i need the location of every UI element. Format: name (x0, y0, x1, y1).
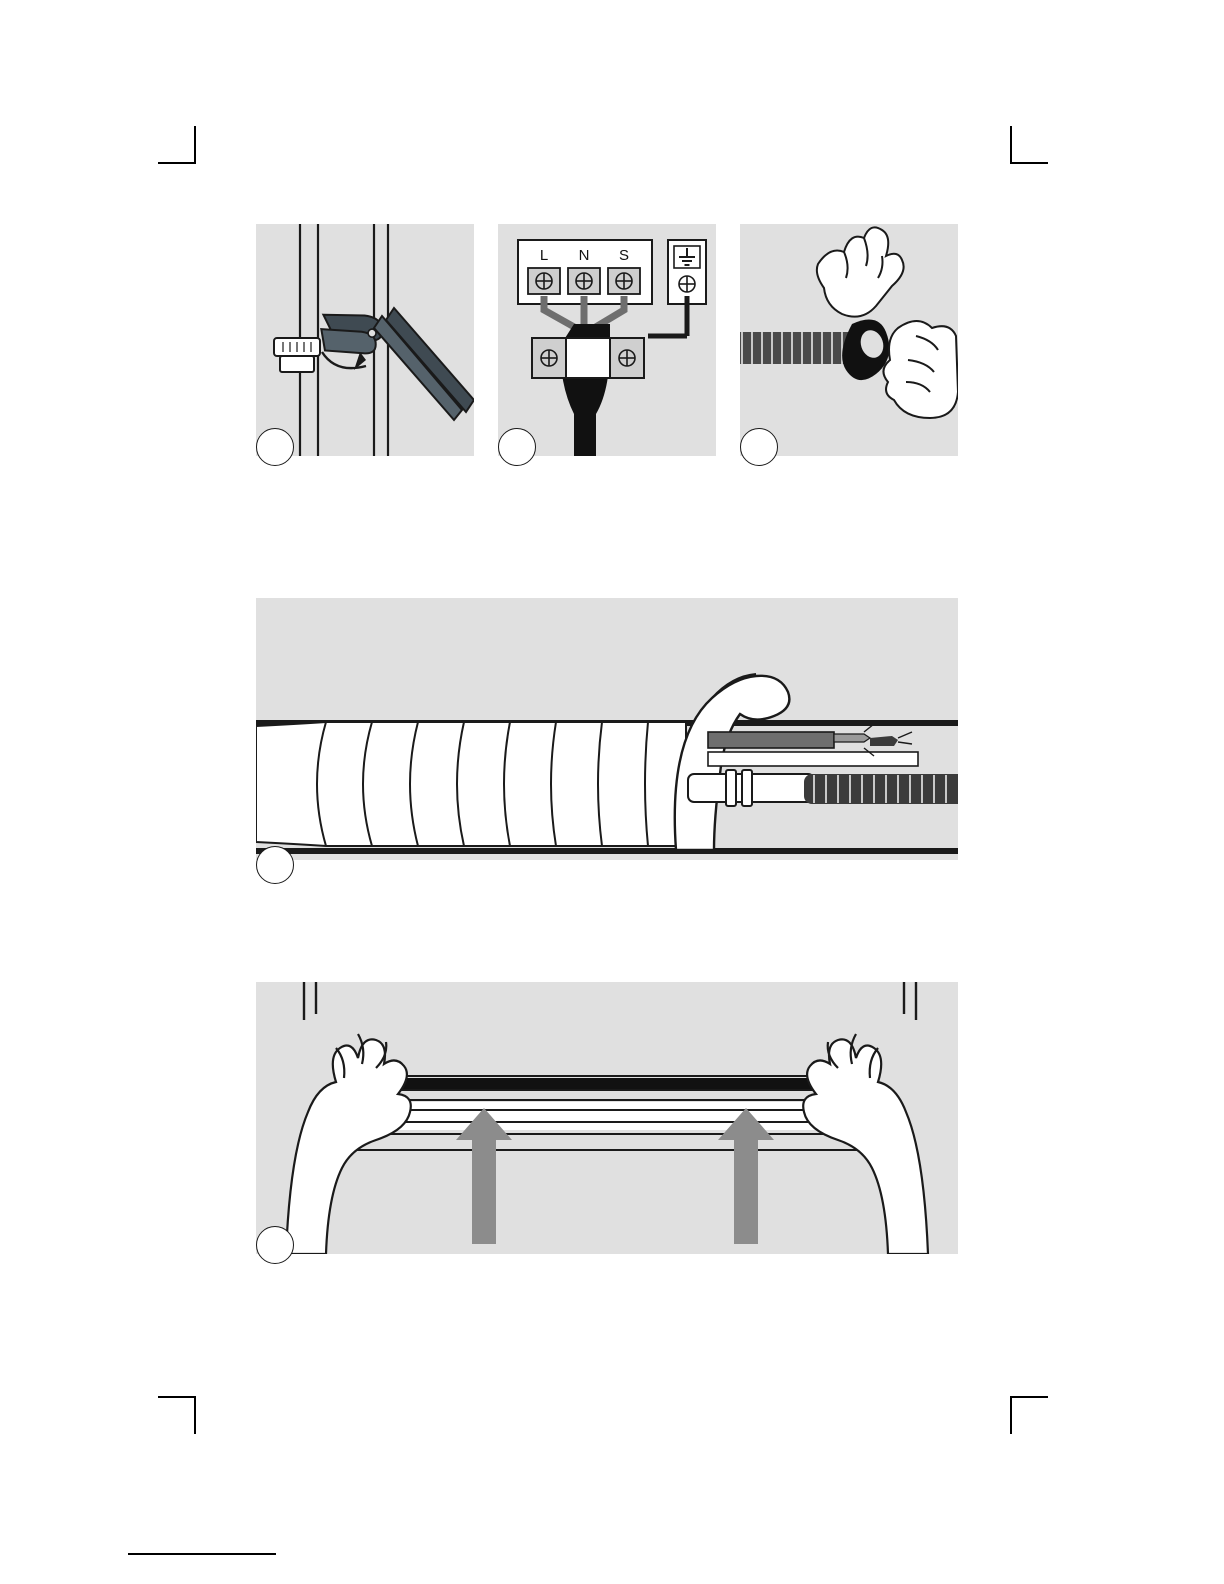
figure-3-hands-applying-tape (740, 224, 958, 456)
terminal-label-N: N (578, 247, 590, 264)
figure-2-terminal-block (498, 224, 716, 456)
figure-4-insulation-wrap (256, 598, 958, 860)
terminal-label-S: S (618, 247, 630, 264)
pliers-tightening-cable-gland-icon (256, 224, 474, 456)
hands-pushing-panel-icon (256, 982, 958, 1254)
figure-5-hands-pushing-panel (256, 982, 958, 1254)
figure-5-step-badge (256, 1226, 294, 1264)
terminal-block-icon (498, 224, 716, 456)
insulation-wrap-icon (256, 598, 958, 860)
figure-3-step-badge (740, 428, 778, 466)
crop-mark-top-left (158, 126, 210, 178)
crop-mark-bottom-right (996, 1382, 1048, 1434)
figure-2-step-badge (498, 428, 536, 466)
footer-rule (128, 1553, 276, 1555)
terminal-label-L: L (539, 247, 549, 264)
crop-mark-top-right (996, 126, 1048, 178)
hands-applying-tape-icon (740, 224, 958, 456)
crop-mark-bottom-left (158, 1382, 210, 1434)
figure-1-pliers-tightening-cable-gland (256, 224, 474, 456)
figure-4-step-badge (256, 846, 294, 884)
figure-1-step-badge (256, 428, 294, 466)
